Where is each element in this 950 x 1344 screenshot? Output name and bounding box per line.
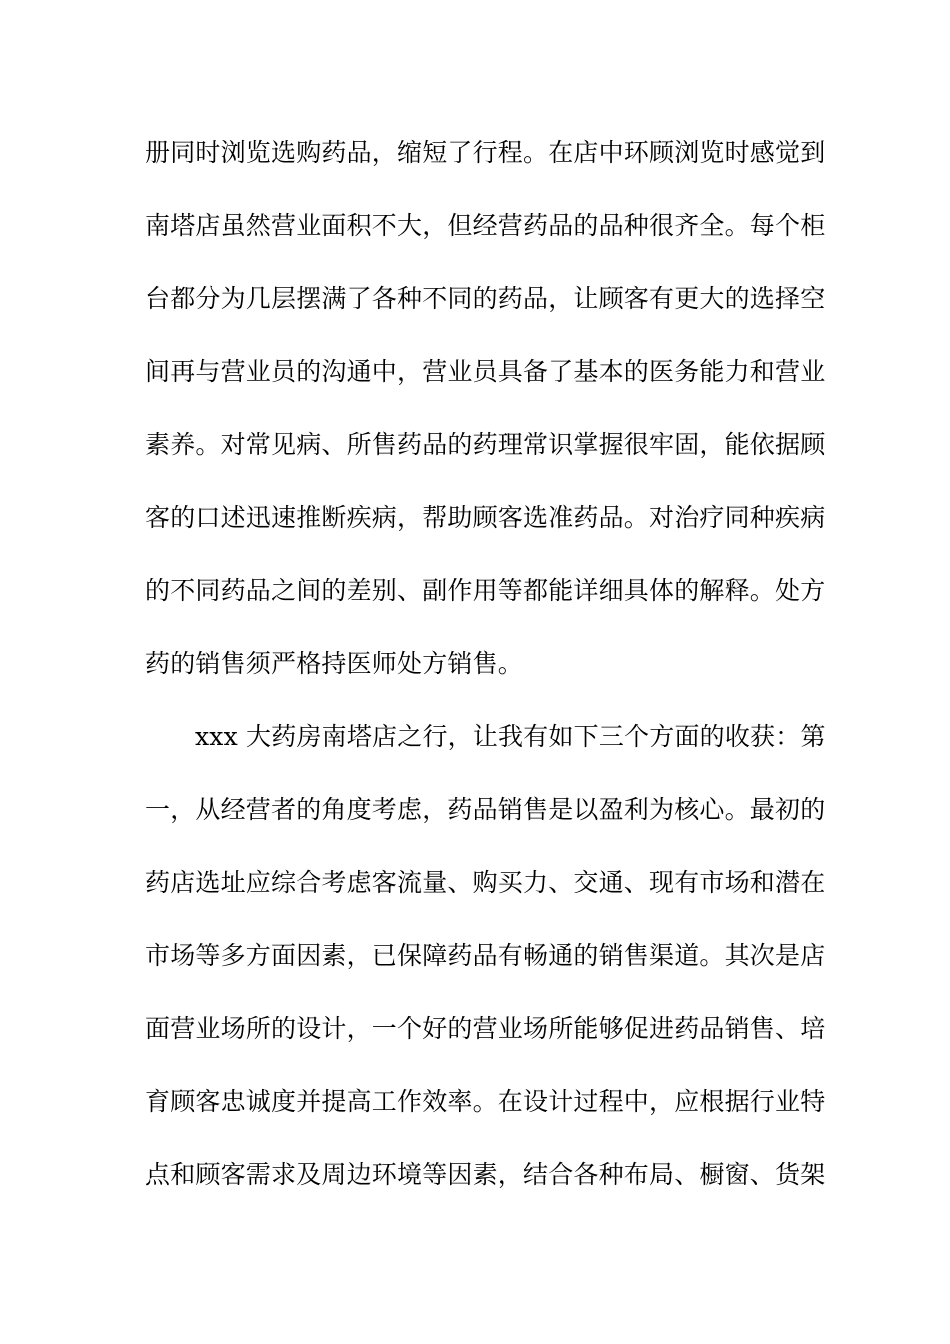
text-line: 的不同药品之间的差别、副作用等都能详细具体的解释。处方 xyxy=(145,576,826,605)
text-line: 册同时浏览选购药品，缩短了行程。在店中环顾浏览时感觉到 xyxy=(145,138,826,167)
text-line: 间再与营业员的沟通中，营业员具备了基本的医务能力和营业 xyxy=(145,357,826,386)
text-line: 一，从经营者的角度考虑，药品销售是以盈利为核心。最初的 xyxy=(145,795,826,824)
paragraph-first-line: xxx 大药房南塔店之行，让我有如下三个方面的收获：第 xyxy=(195,722,826,751)
text-line: 市场等多方面因素，已保障药品有畅通的销售渠道。其次是店 xyxy=(145,941,826,970)
paragraph-last-line: 药的销售须严格持医师处方销售。 xyxy=(145,649,524,678)
text-line: 药店选址应综合考虑客流量、购买力、交通、现有市场和潜在 xyxy=(145,868,826,897)
text-line: 客的口述迅速推断疾病，帮助顾客选准药品。对治疗同种疾病 xyxy=(145,503,826,532)
text-line: 点和顾客需求及周边环境等因素，结合各种布局、橱窗、货架 xyxy=(145,1160,826,1189)
text-line: 育顾客忠诚度并提高工作效率。在设计过程中，应根据行业特 xyxy=(145,1087,826,1116)
text-line: 南塔店虽然营业面积不大，但经营药品的品种很齐全。每个柜 xyxy=(145,211,826,240)
text-line: 素养。对常见病、所售药品的药理常识掌握很牢固，能依据顾 xyxy=(145,430,826,459)
text-line: 面营业场所的设计，一个好的营业场所能够促进药品销售、培 xyxy=(145,1014,826,1043)
text-line: 台都分为几层摆满了各种不同的药品，让顾客有更大的选择空 xyxy=(145,284,826,313)
